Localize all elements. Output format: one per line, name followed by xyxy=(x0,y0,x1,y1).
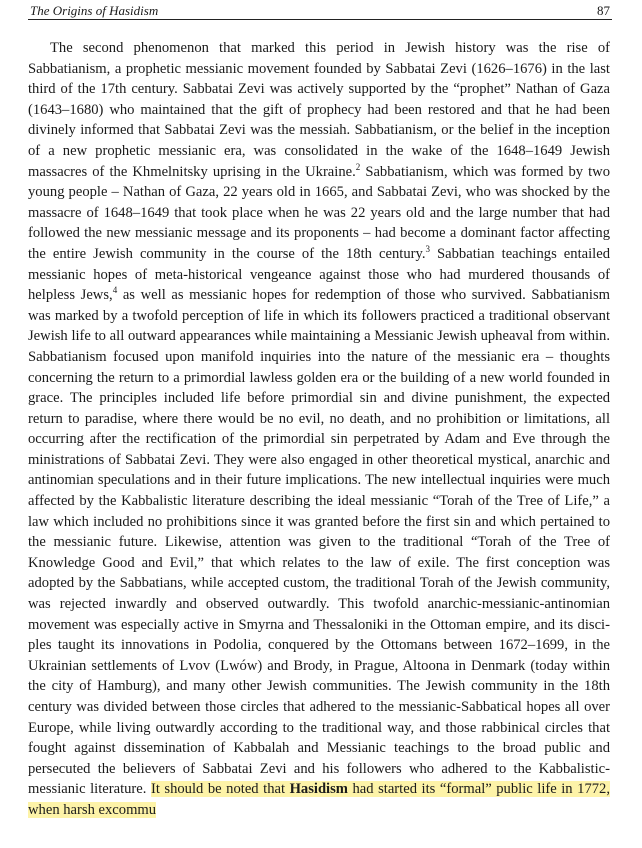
text-segment: Sabbatian teachings entailed messianic hopes of meta-historical vengeance against those who had murdered thousands of helpless Jews, xyxy=(28,245,611,304)
footnote-marker[interactable]: 3 xyxy=(425,244,430,255)
running-header xyxy=(28,2,612,20)
footnote-marker[interactable]: 2 xyxy=(355,161,361,172)
highlight-bold-term: Hasidism xyxy=(289,781,348,798)
page-number: 87 xyxy=(597,3,610,18)
footnote-marker[interactable]: 4 xyxy=(112,285,118,296)
body-text xyxy=(28,38,610,821)
text-segment: Sabbatianism, which was formed by two young people – Nathan of Gaza, 22 years old in 1665, and Sabbatai Zevi, who was shocked by the massacre of 1648–1649 that took place when he was 22 years old and the large number that had followed the new messianic message and its proponents – had become a dominant factor affecting the entire Jewish community in the course of the 18th century. xyxy=(28,163,611,262)
text-segment: as well as messianic hopes for redemption of those who survived. Sabbatianism was marked by a twofold perception of life in which its followers practiced a traditional observant Jewish life to all outward appearances while maintaining a Messianic Jewish upheaval from within. Sabbatianism focused upon manifold inquiries into the nature of the messianic era – thoughts concerning the return to a primordial lawless golden era or the building of a new world founded in grace. The principles included life before primordial sin and divine punishment, the expected return to paradise, where there would be no evil, no death, and no prohibition or limitations, all occurring after the rectification of the primordial sin perpetrated by Adam and Eve through the ministrations of Sabbatai Zevi. They were also engaged in other theoretical mystical, anarchic and antinomian speculations and in their future implications. The new intellectual inquiries were much affected by the Kabbalistic literature describing the ideal messianic “Torah of the Tree of Life,” a law which included no prohibitions since it was granted before the first sin and which pertained to the messianic future. Likewise, attention was given to the traditional “Torah of the Tree of Knowledge Good and Evil,” that which relates to the law of exile. The first conception was adopted by the Sabbatians, while accepted custom, the traditional Torah of the Jewish community, was rejected inwardly and observed outwardly. This twofold anarchic-messianic-antinomian movement was especially active in Smyrna and Thessaloniki in the Ottoman empire, and its disciples taught its innovations in Podolia, conquered by the Ottomans between 1672–1699, in the Ukrainian settlements of Lvov (Lwów) and Brody, in Prague, Altoona in Denmark (today within the city of Hamburg), and many other Jewish communities. The Jewish community in the 18th century was divided between those circles that adhered to the messianic-Sabbatical hopes all over Europe, while living outwardly according to the traditional way, and those rabbinical circles that fought against dissemination of Kabbalah and Messianic teachings to the broad public and persecuted the believers of Sabbatai Zevi and his followers who adhered to the Kabbalistic-messianic literature. xyxy=(28,287,610,798)
running-title: The Origins of Hasidism xyxy=(30,3,159,18)
highlight-segment: had started its “formal” public life in 1772, when harsh excommu xyxy=(28,781,610,818)
text-segment: The second phenomenon that marked this period in Jewish history was the rise of Sabbatianism, a prophetic messianic movement founded by Sabbatai Zevi (1626–1676) in the last third of the 17th century. Sabbatai Zevi was actively supported by the “prophet” Nathan of Gaza (1643–1680) who maintained that the gift of prophecy had been restored and that he had been divinely informed that Sabbatai Zevi was the messiah. Sabbatianism, or the belief in the inception of a new prophetic messianic era, was consolidated in the wake of the 1648–1649 Jewish massacres of the Khmelnitsky uprising in the Ukraine. xyxy=(28,40,610,180)
paragraph xyxy=(28,38,610,821)
highlight-segment: It should be noted that xyxy=(150,781,290,798)
